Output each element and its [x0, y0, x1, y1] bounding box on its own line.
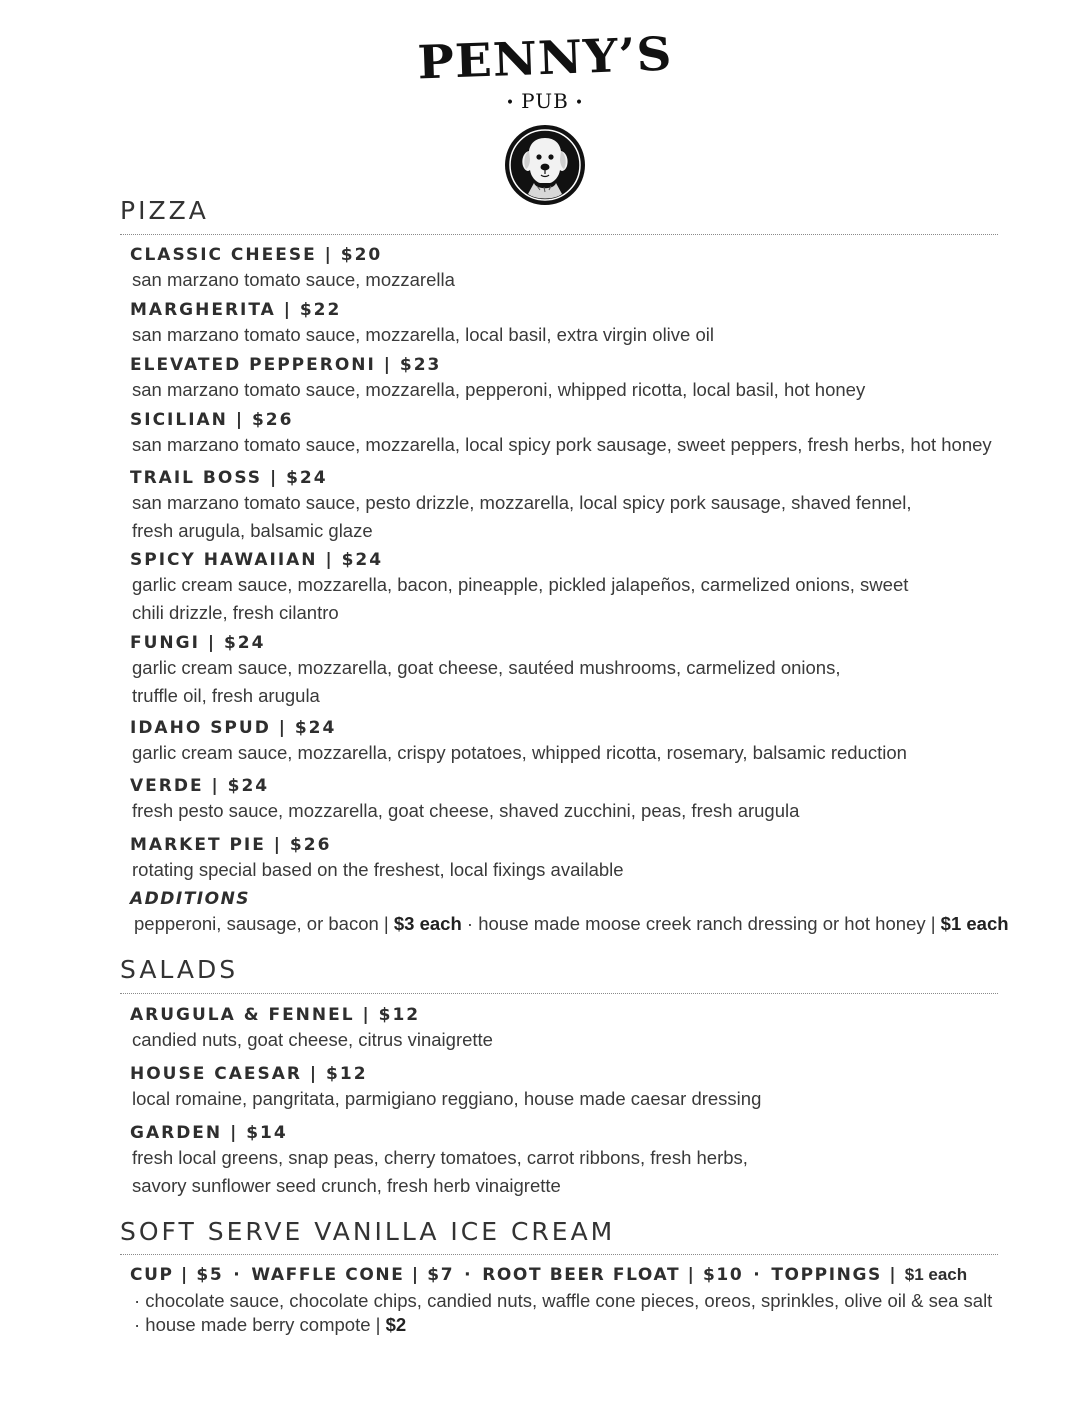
- menu-item: [130, 409, 1030, 459]
- menu-item-description: garlic cream sauce, mozzarella, crispy potatoes, whipped ricotta, rosemary, balsamic reduction: [132, 742, 907, 763]
- logo-title: PENNY’S: [416, 26, 674, 90]
- menu-item: [130, 834, 1030, 884]
- section-title-ice-cream: SOFT SERVE VANILLA ICE CREAM: [120, 1217, 616, 1246]
- menu-item-description: san marzano tomato sauce, mozzarella, local basil, extra virgin olive oil: [132, 324, 714, 345]
- compote-line: [134, 1313, 1030, 1337]
- toppings-list: · chocolate sauce, chocolate chips, candied nuts, waffle cone pieces, oreos, sprinkles, olive oil & sea salt: [134, 1290, 993, 1311]
- menu-item: [130, 717, 1030, 767]
- menu-item-description: san marzano tomato sauce, pesto drizzle, mozzarella, local spicy pork sausage, shaved fennel,: [132, 492, 912, 513]
- menu-item: [130, 244, 1030, 294]
- menu-item: [130, 354, 1030, 404]
- menu-item: [130, 299, 1030, 349]
- menu-item-description: truffle oil, fresh arugula: [132, 685, 320, 706]
- compote-text: · house made berry compote |: [134, 1314, 386, 1335]
- logo: [400, 26, 690, 206]
- menu-item-description: fresh pesto sauce, mozzarella, goat cheese, shaved zucchini, peas, fresh arugula: [132, 800, 800, 821]
- menu-item: [130, 549, 1030, 627]
- toppings-price: $1 each: [904, 1265, 968, 1284]
- divider: [120, 993, 998, 994]
- option-root-beer-float: ROOT BEER FLOAT | $10: [482, 1265, 744, 1285]
- menu-item: [130, 1063, 1030, 1113]
- option-cup: CUP | $5: [130, 1265, 224, 1285]
- option-waffle-cone: WAFFLE CONE | $7: [251, 1265, 455, 1285]
- menu-item: [130, 775, 1030, 825]
- additions-price1: $3 each: [393, 913, 462, 934]
- menu-item-description: savory sunflower seed crunch, fresh herb vinaigrette: [132, 1175, 561, 1196]
- additions: [130, 888, 1030, 938]
- section-title-pizza: PIZZA: [120, 196, 209, 225]
- dog-portrait-icon: [504, 124, 586, 206]
- logo-subtitle-text: PUB: [521, 89, 569, 113]
- menu-item-description: san marzano tomato sauce, mozzarella: [132, 269, 455, 290]
- additions-price2: $1 each: [940, 913, 1009, 934]
- menu-item-description: chili drizzle, fresh cilantro: [132, 602, 339, 623]
- menu-item-description: garlic cream sauce, mozzarella, goat cheese, sautéed mushrooms, carmelized onions,: [132, 657, 841, 678]
- additions-label: ADDITIONS: [130, 889, 251, 909]
- logo-subtitle: • PUB •: [505, 89, 585, 113]
- menu-item-name: GARDEN | $14: [130, 1123, 288, 1143]
- menu-item-name: ARUGULA & FENNEL | $12: [130, 1005, 421, 1025]
- menu-item-description: local romaine, pangritata, parmigiano reggiano, house made caesar dressing: [132, 1088, 762, 1109]
- menu-item: [130, 632, 1030, 710]
- additions-part1: pepperoni, sausage, or bacon |: [134, 913, 394, 934]
- menu-item-name: VERDE | $24: [130, 776, 270, 796]
- menu-item-description: candied nuts, goat cheese, citrus vinaigrette: [132, 1029, 493, 1050]
- menu-item-description: fresh local greens, snap peas, cherry tomatoes, carrot ribbons, fresh herbs,: [132, 1147, 748, 1168]
- section-title-salads: SALADS: [120, 955, 239, 984]
- menu-item-description: garlic cream sauce, mozzarella, bacon, pineapple, pickled jalapeños, carmelized onions, sweet: [132, 574, 909, 595]
- menu-item-name: TRAIL BOSS | $24: [130, 468, 328, 488]
- menu-item: [130, 1004, 1030, 1054]
- menu-item-name: HOUSE CAESAR | $12: [130, 1064, 368, 1084]
- menu-item-name: CLASSIC CHEESE | $20: [130, 245, 383, 265]
- additions-text: [134, 910, 1030, 938]
- menu-item-name: IDAHO SPUD | $24: [130, 718, 337, 738]
- menu-item-name: SICILIAN | $26: [130, 410, 294, 430]
- ice-cream-options: [130, 1264, 1030, 1337]
- menu-item-description: fresh arugula, balsamic glaze: [132, 520, 373, 541]
- menu-item-description: san marzano tomato sauce, mozzarella, pepperoni, whipped ricotta, local basil, hot honey: [132, 379, 866, 400]
- divider: [120, 1254, 998, 1255]
- menu-item-name: MARGHERITA | $22: [130, 300, 342, 320]
- menu-item-description: rotating special based on the freshest, local fixings available: [132, 859, 624, 880]
- compote-price: $2: [385, 1314, 407, 1335]
- toppings-label: TOPPINGS |: [771, 1265, 905, 1285]
- menu-item: [130, 467, 1030, 545]
- menu-item: [130, 1122, 1030, 1200]
- ice-cream-prices: CUP | $5 · WAFFLE CONE | $7 · ROOT BEER FLOAT | $10 · TOPPINGS | $1 each: [130, 1265, 968, 1285]
- menu-item-description: san marzano tomato sauce, mozzarella, local spicy pork sausage, sweet peppers, fresh herbs, hot honey: [132, 434, 992, 455]
- menu-item-name: FUNGI | $24: [130, 633, 266, 653]
- menu-item-name: ELEVATED PEPPERONI | $23: [130, 355, 442, 375]
- menu-item-name: MARKET PIE | $26: [130, 835, 332, 855]
- menu-item-name: SPICY HAWAIIAN | $24: [130, 550, 384, 570]
- additions-part2: · house made moose creek ranch dressing or hot honey |: [461, 913, 941, 934]
- divider: [120, 234, 998, 235]
